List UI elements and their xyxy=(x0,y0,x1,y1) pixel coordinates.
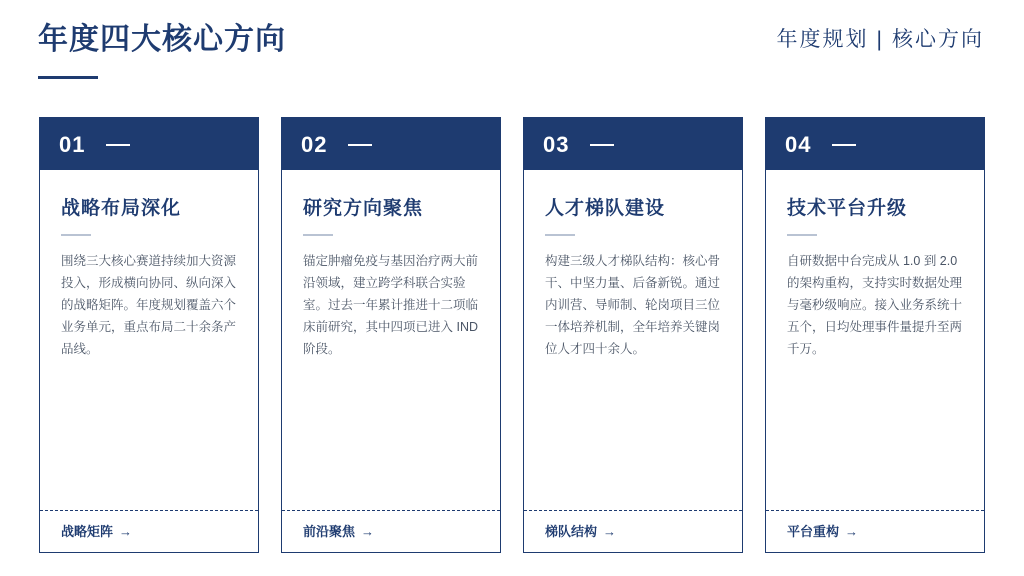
card-link-strategy-matrix[interactable] xyxy=(61,522,132,542)
card-description: 锚定肿瘤免疫与基因治疗两大前沿领域，建立跨学科联合实验室。过去一年累计推进十二项临床前研究，其中四项已进入 IND 阶段。 xyxy=(303,254,479,356)
card-link-label: 战略矩阵 xyxy=(61,524,114,539)
card-divider xyxy=(766,510,984,511)
direction-card-02 xyxy=(281,117,501,553)
card-title: 战略布局深化 xyxy=(61,198,182,219)
card-header xyxy=(282,118,500,170)
card-header xyxy=(766,118,984,170)
card-header-dash xyxy=(590,144,614,146)
page-title: 年度四大核心方向 xyxy=(38,23,286,56)
header-label-separator: | xyxy=(876,28,884,51)
card-number: 03 xyxy=(543,132,570,157)
card-description: 围绕三大核心赛道持续加大资源投入，形成横向协同、纵向深入的战略矩阵。年度规划覆盖六个业务单元，重点布局二十余条产品线。 xyxy=(61,254,237,356)
card-link-frontier-focus[interactable] xyxy=(303,522,374,542)
card-description: 构建三级人才梯队结构：核心骨干、中坚力量、后备新锐。通过内训营、导师制、轮岗项目三位一体培养机制，全年培养关键岗位人才四十余人。 xyxy=(545,254,721,356)
card-divider xyxy=(282,510,500,511)
arrow-right-icon: → xyxy=(603,524,617,539)
card-title-accent xyxy=(61,234,91,236)
card-divider xyxy=(40,510,258,511)
card-title: 人才梯队建设 xyxy=(545,198,666,219)
arrow-right-icon: → xyxy=(845,524,859,539)
card-link-label: 梯队结构 xyxy=(545,524,598,539)
card-link-label: 平台重构 xyxy=(787,524,840,539)
card-header-dash xyxy=(832,144,856,146)
card-title-accent xyxy=(303,234,333,236)
card-number: 02 xyxy=(301,132,328,157)
card-number: 01 xyxy=(59,132,86,157)
card-link-talent-structure[interactable] xyxy=(545,522,616,542)
card-description: 自研数据中台完成从 1.0 到 2.0 的架构重构，支持实时数据处理与毫秒级响应。接入业务系统十五个，日均处理事件量提升至两千万。 xyxy=(787,254,963,356)
card-header xyxy=(40,118,258,170)
card-link-platform-rebuild[interactable] xyxy=(787,522,858,542)
card-title-accent xyxy=(787,234,817,236)
card-header-dash xyxy=(106,144,130,146)
header-label-secondary: 核心方向 xyxy=(892,28,984,51)
card-divider xyxy=(524,510,742,511)
card-header xyxy=(524,118,742,170)
header-label-primary: 年度规划 xyxy=(776,28,869,51)
title-underline xyxy=(38,76,98,79)
direction-cards xyxy=(39,117,986,555)
card-title: 技术平台升级 xyxy=(787,198,908,219)
direction-card-04 xyxy=(765,117,985,553)
card-link-label: 前沿聚焦 xyxy=(303,524,356,539)
card-title-accent xyxy=(545,234,575,236)
direction-card-03 xyxy=(523,117,743,553)
arrow-right-icon: → xyxy=(361,524,375,539)
direction-card-01 xyxy=(39,117,259,553)
card-title: 研究方向聚焦 xyxy=(303,198,424,219)
header-section-label xyxy=(777,26,984,54)
card-header-dash xyxy=(348,144,372,146)
arrow-right-icon: → xyxy=(119,524,133,539)
card-number: 04 xyxy=(785,132,812,157)
